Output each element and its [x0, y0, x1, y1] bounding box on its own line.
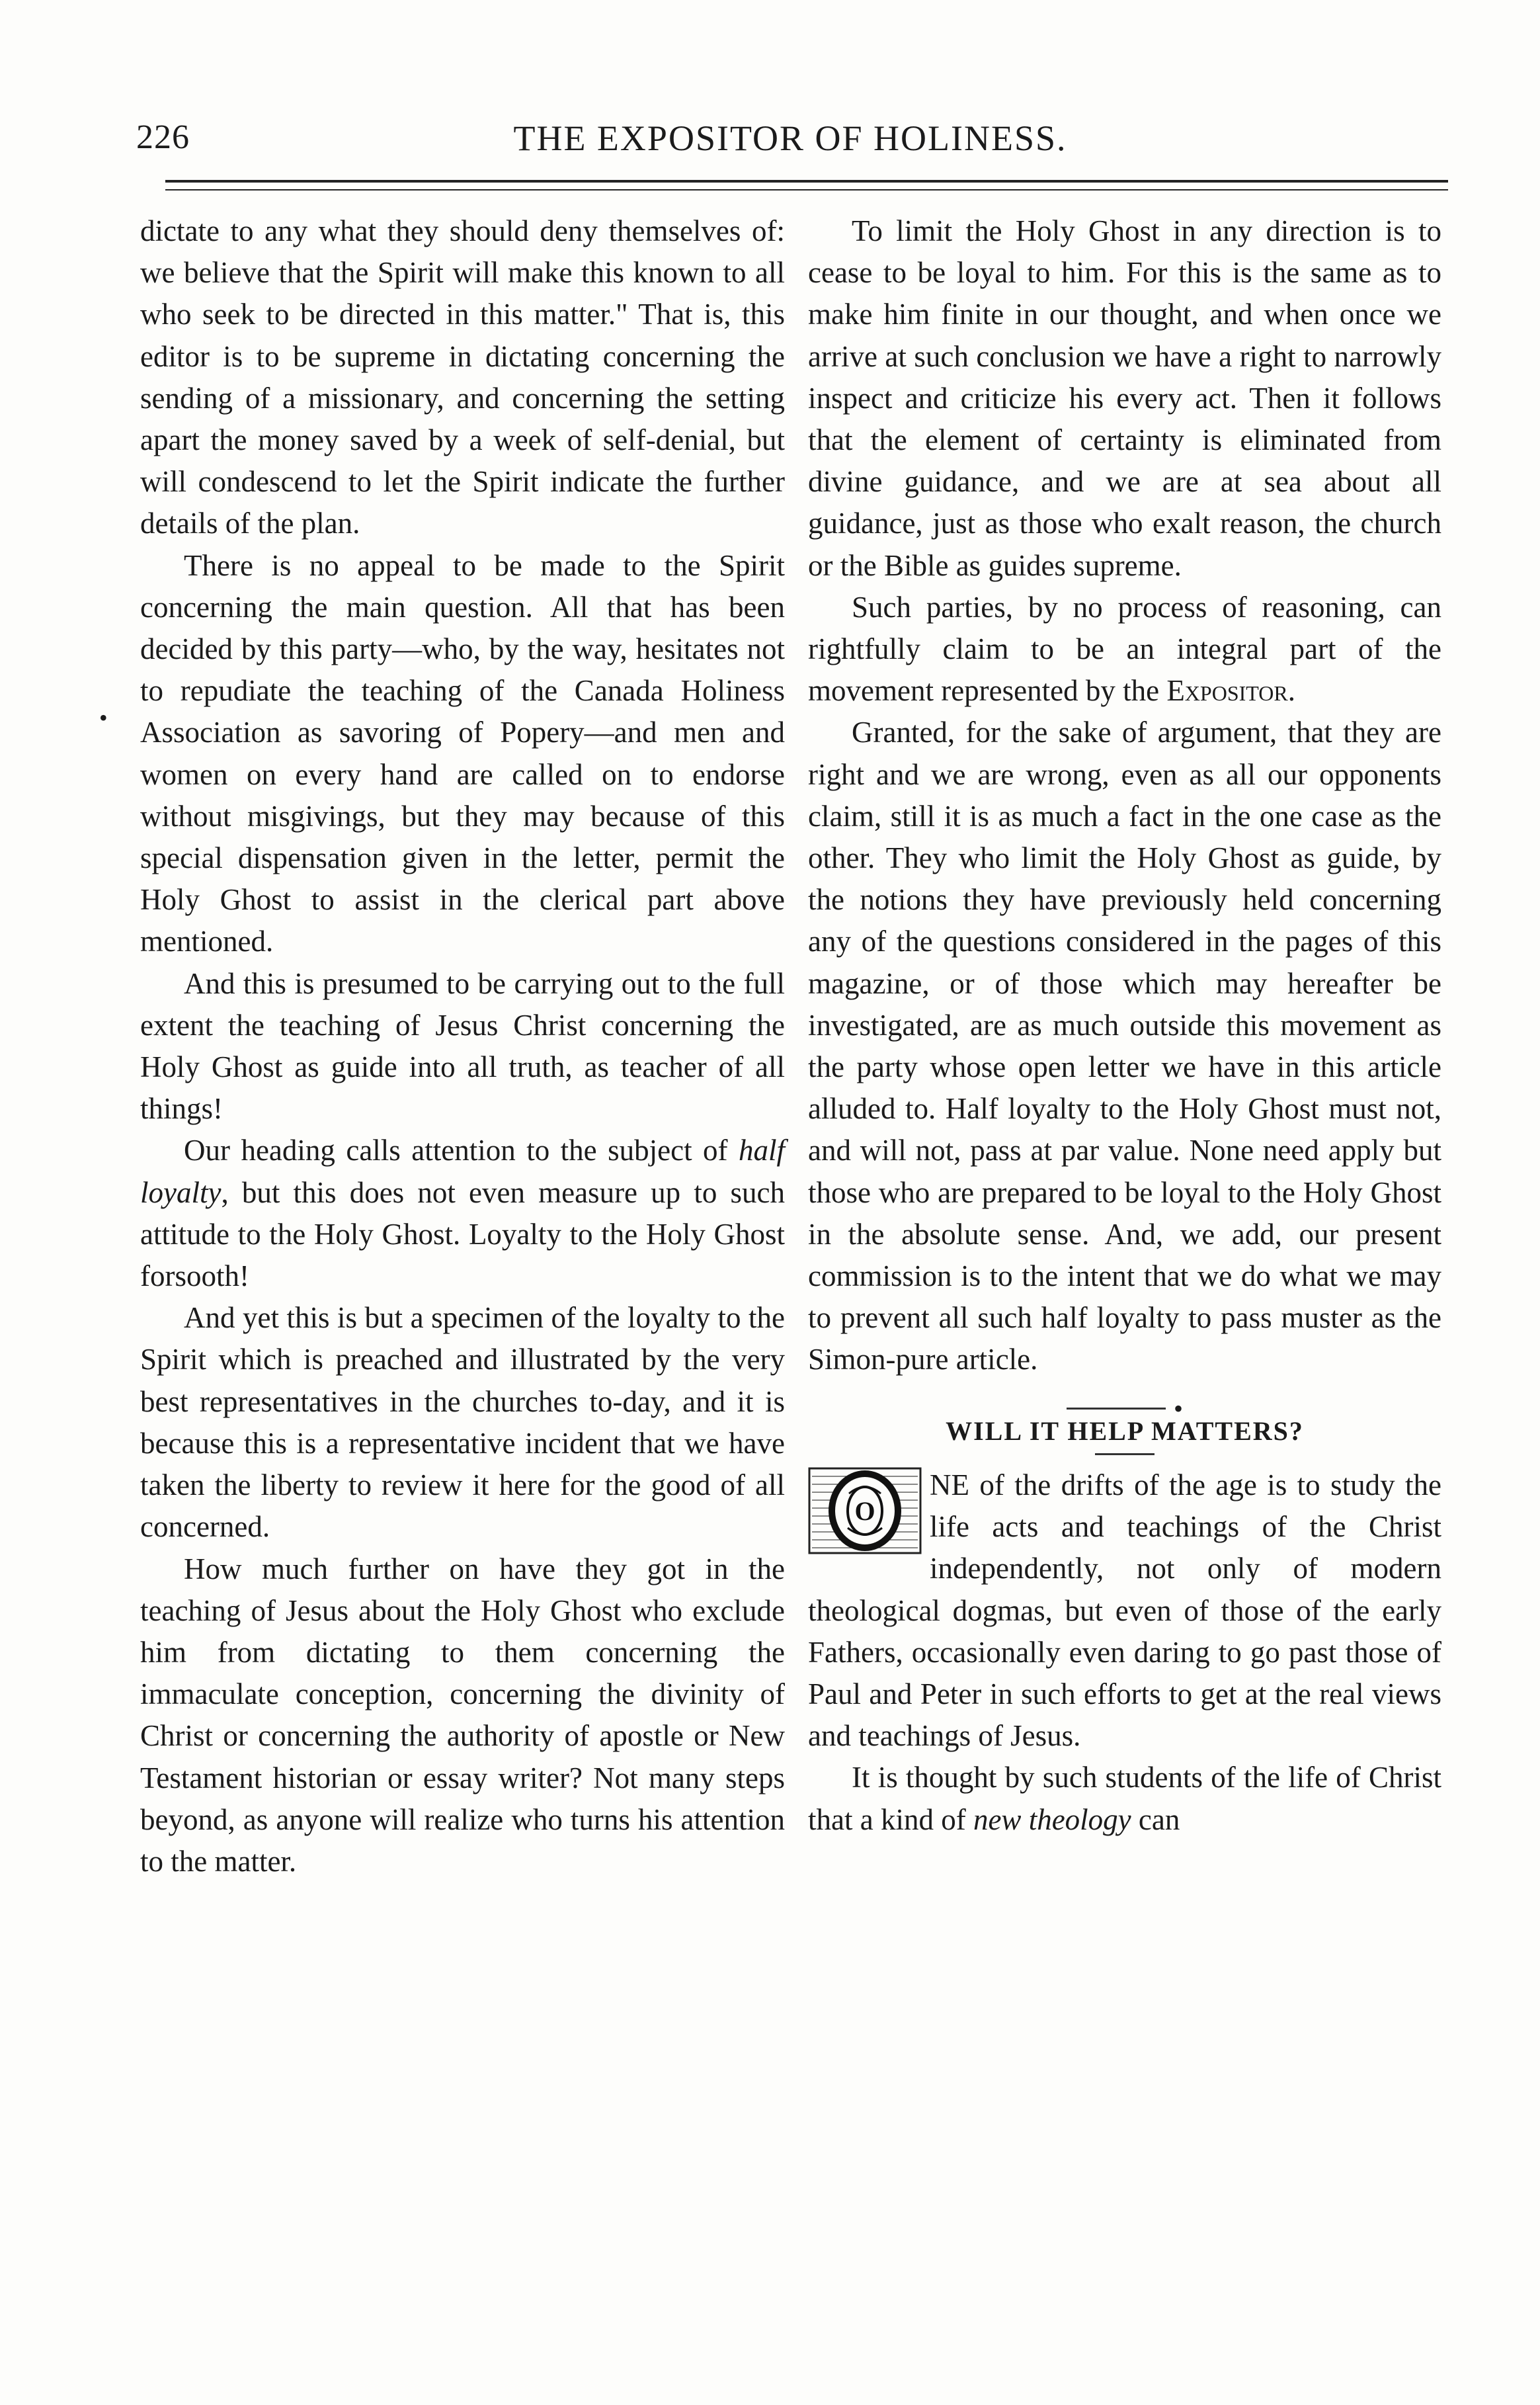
paragraph: And yet this is but a specimen of the loyalty to the Spirit which is preached and illustrated by the very best representatives in the churches to-day, and it is because this is a representative incident that we have taken the liberty to review it here for the good of all concerned.: [140, 1301, 785, 1544]
left-column: [140, 210, 785, 1882]
page-header: [132, 118, 1448, 171]
italic-phrase: new theology: [973, 1802, 1131, 1836]
right-column: [808, 210, 1441, 1841]
paragraph: O NE of the drifts of the age is to study the life acts and teachings of the Christ independently, not only of modern theological dogmas, but even of those of the early Fathers, occasionally even daring to go past those of Paul and Peter in such efforts to get at the real views and teachings of Jesus.: [808, 1468, 1441, 1753]
paragraph: To limit the Holy Ghost in any direction is to cease to be loyal to him. For this is the same as to make him finite in our thought, and when once we arrive at such conclusion we have a right to narrowly inspect and criticize his every act. Then it follows that the element of certainty is eliminated from divine guidance, and we are at sea about all guidance, just as those who exalt reason, the church or the Bible as guides supreme.: [808, 214, 1441, 582]
paragraph: And this is presumed to be carrying out to the full extent the teaching of Jesus Christ concerning the Holy Ghost as guide into all truth, as teacher of all things!: [140, 966, 785, 1126]
paragraph: It is thought by such students of the life of Christ that a kind of new theology can: [808, 1761, 1441, 1836]
margin-mark: •: [99, 704, 108, 731]
divider-line: [1067, 1408, 1166, 1410]
ornamental-drop-cap-icon: [808, 1467, 922, 1554]
paragraph: Granted, for the sake of argument, that they are right and we are wrong, even as all our opponents claim, still it is as much a fact in the one case as the other. They who limit the Holy Ghost as guide, by the notions they have previously held concerning any of the questions considered in the pages of this magazine, or of those which may hereafter be investigated, are as much outside this movement as the party whose open letter we have in this article alluded to. Half loyalty to the Holy Ghost must not, and will not, pass at par value. None need apply but those who are prepared to be loyal to the Holy Ghost in the absolute sense. And, we add, our present commission is to the intent that we do what we may to prevent all such half loyalty to pass muster as the Simon-pure article.: [808, 716, 1441, 1376]
paragraph: Such parties, by no process of reasoning, can rightfully claim to be an integral part of the movement represented by the Expositor.: [808, 590, 1441, 708]
section-divider: [808, 1385, 1441, 1423]
svg-text:O: O: [854, 1496, 875, 1526]
paragraph: dictate to any what they should deny themselves of: we believe that the Spirit will make this known to all who seek to be directed in this matter." That is, this editor is to be supreme in dictating concerning the sending of a missionary, and concerning the setting apart the money saved by a week of self-denial, but will condescend to let the Spirit indicate the further details of the plan.: [140, 214, 785, 540]
paragraph: There is no appeal to be made to the Spirit concerning the main question. All that has been decided by this party—who, by the way, hesitates not to repudiate the teaching of the Canada Holiness Association as savoring of Popery—and men and women on every hand are called on to endorse without misgivings, but they may because of this special dispensation given in the letter, permit the Holy Ghost to assist in the clerical part above mentioned.: [140, 548, 785, 958]
header-rule-thick: [165, 180, 1448, 183]
header-rule-thin: [165, 189, 1448, 190]
section-heading: WILL IT HELP MATTERS?: [946, 1415, 1304, 1446]
small-caps-title: Expositor: [1166, 674, 1288, 708]
paragraph: Our heading calls attention to the subject of half loyalty, but this does not even measure up to such attitude to the Holy Ghost. Loyalty to the Holy Ghost forsooth!: [140, 1134, 785, 1293]
italic-phrase: half loyalty: [140, 1134, 785, 1209]
running-title: THE EXPOSITOR OF HOLINESS.: [513, 118, 1067, 158]
paragraph: How much further on have they got in the teaching of Jesus about the Holy Ghost who exclude him from dictating to them concerning the immaculate conception, concerning the divinity of Christ or concerning the authority of apostle or New Testament historian or essay writer? Not many steps beyond, as anyone will realize who turns his attention to the matter.: [140, 1552, 785, 1878]
divider-dot: •: [1173, 1393, 1183, 1423]
heading-underline: [1095, 1453, 1155, 1455]
page-number: 226: [136, 118, 190, 156]
